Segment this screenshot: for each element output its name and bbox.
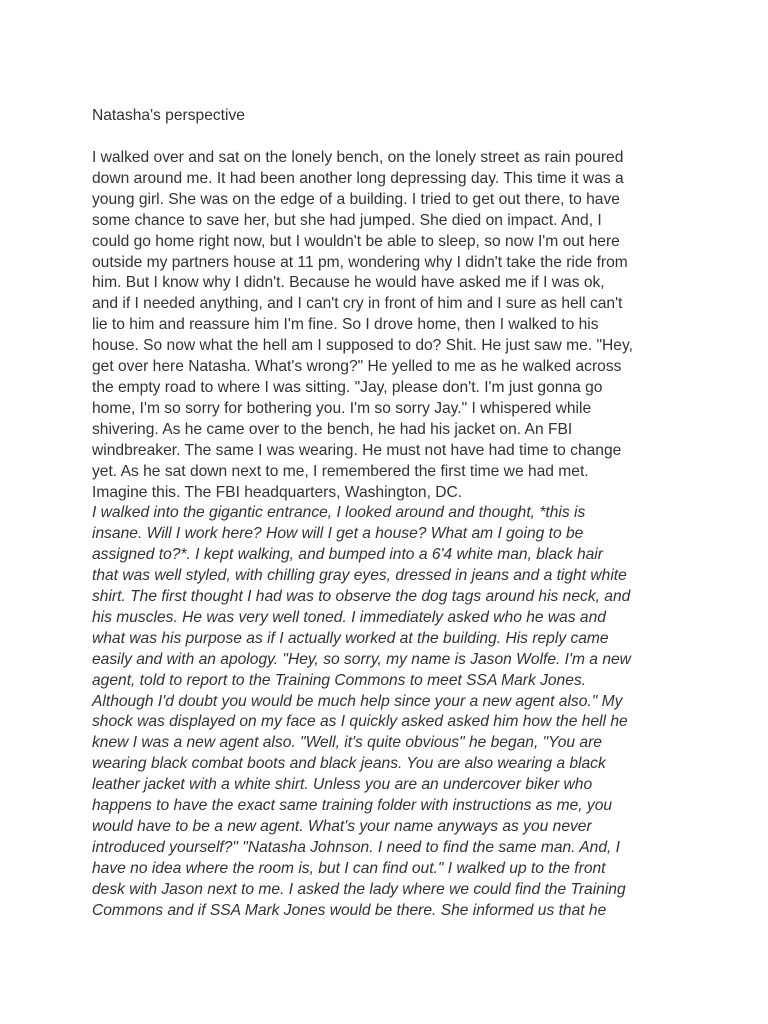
text-line: insane. Will I work here? How will I get a house? What am I going to be: [92, 525, 584, 543]
text-line: Although I'd doubt you would be much help since your a new agent also." My: [92, 692, 623, 710]
text-line: yet. As he sat down next to me, I remembered the first time we had met.: [92, 462, 589, 480]
text-line: what was his purpose as if I actually worked at the building. His reply came: [92, 629, 609, 647]
text-line: shock was displayed on my face as I quickly asked asked him how the hell he: [92, 713, 628, 731]
text-line: easily and with an apology. "Hey, so sorry, my name is Jason Wolfe. I'm a new: [92, 650, 631, 668]
text-line: him. But I know why I didn't. Because he would have asked me if I was ok,: [92, 274, 605, 292]
text-line: would have to be a new agent. What's your name anyways as you never: [92, 818, 592, 835]
text-line: happens to have the exact same training folder with instructions as me, you: [92, 797, 613, 815]
text-line: leather jacket with a white shirt. Unless you are an undercover biker who: [92, 776, 593, 794]
text-line: knew I was a new agent also. "Well, it's quite obvious" he began, "You are: [92, 734, 602, 752]
text-line: introduced yourself?" "Natasha Johnson. I need to find the same man. And, I: [92, 838, 621, 856]
text-line: get over here Natasha. What's wrong?" He yelled to me as he walked across: [92, 358, 622, 376]
text-line: that was well styled, with chilling gray eyes, dressed in jeans and a tight white: [92, 567, 627, 585]
text-line: and if I needed anything, and I can't cry in front of him and I sure as hell can't: [92, 295, 623, 313]
text-line: windbreaker. The same I was wearing. He must not have had time to change: [92, 441, 622, 459]
text-line: young girl. She was on the edge of a building. I tried to get out there, to have: [92, 190, 620, 208]
text-line: I walked over and sat on the lonely bench, on the lonely street as rain poured: [92, 149, 624, 166]
text-line: lie to him and reassure him I'm fine. So I drove home, then I walked to his: [92, 316, 599, 334]
text-line: I walked into the gigantic entrance, I looked around and thought, *this is: [92, 504, 586, 522]
text-line: shivering. As he came over to the bench, he had his jacket on. An FBI: [92, 420, 573, 438]
text-line: outside my partners house at 11 pm, wondering why I didn't take the ride from: [92, 253, 628, 271]
text-line: shirt. The first thought I had was to observe the dog tags around his neck, and: [92, 588, 631, 606]
text-line: could go home right now, but I wouldn't be able to sleep, so now I'm out here: [92, 232, 620, 250]
document-page: [92, 105, 692, 922]
text-line: Commons and if SSA Mark Jones would be there. She informed us that he: [92, 901, 607, 919]
text-line: his muscles. He was very well toned. I immediately asked who he was and: [92, 608, 606, 626]
text-line: have no idea where the room is, but I can find out." I walked up to the front: [92, 859, 606, 877]
story-text: [92, 148, 692, 922]
text-line: house. So now what the hell am I supposed to do? Shit. He just saw me. "Hey,: [92, 337, 633, 355]
text-line: Imagine this. The FBI headquarters, Washington, DC.: [92, 483, 463, 501]
text-line: desk with Jason next to me. I asked the lady where we could find the Training: [92, 880, 626, 898]
text-line: down around me. It had been another long depressing day. This time it was a: [92, 169, 624, 187]
text-line: assigned to?*. I kept walking, and bumped into a 6'4 white man, black hair: [92, 546, 603, 564]
text-line: wearing black combat boots and black jeans. You are also wearing a black: [92, 755, 606, 773]
text-line: agent, told to report to the Training Commons to meet SSA Mark Jones.: [92, 671, 587, 689]
text-line: the empty road to where I was sitting. "Jay, please don't. I'm just gonna go: [92, 378, 603, 396]
text-line: some chance to save her, but she had jumped. She died on impact. And, I: [92, 211, 602, 229]
section-heading: Natasha's perspective: [92, 107, 245, 124]
text-line: home, I'm so sorry for bothering you. I'm so sorry Jay." I whispered while: [92, 399, 592, 417]
